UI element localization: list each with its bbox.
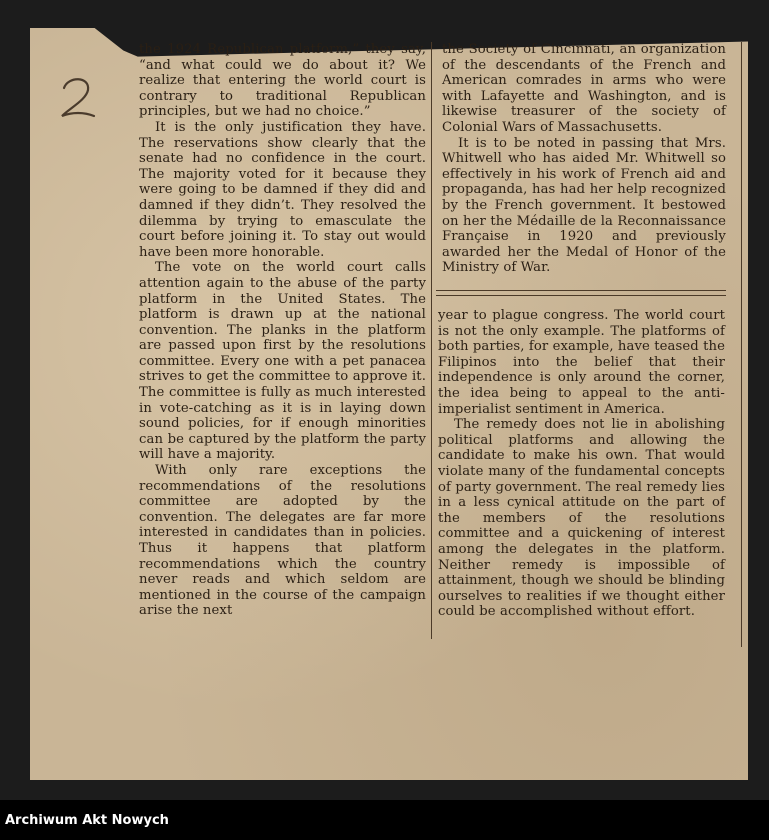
handwritten-page-number [58, 72, 98, 122]
paragraph: The vote on the world court calls attention again to the abuse of the party platform in the United States. The platform is drawn up at the national convention. The planks in the platform are passed upon first by the resolutions committee. Every one with a pet panacea strives to get the committee to approve it. The committee is fully as much interested in vote-catching as it is in laying down sound policies, for if enough minorities can be captured by the platform the party will have a majority. [139, 260, 426, 463]
article-right-top-column [442, 42, 726, 276]
archive-label: Archiwum Akt Nowych [5, 813, 169, 828]
paragraph: the 1924 Republican platform,” they say, “and what could we do about it? We realize that entering the world court is contrary to traditional Republican principles, but we had no choice.” [139, 42, 426, 120]
adjacent-column-edge [741, 42, 748, 647]
paragraph: the Society of Cincinnati, an organization of the descendants of the French and American comrades in arms who were with Lafayette and Washington, and is likewise treasurer of the society of Colonial Wars of Massachusetts. [442, 42, 726, 135]
paragraph: It is to be noted in passing that Mrs. Whitwell who has aided Mr. Whitwell so effectively in his work of French aid and propaganda, has had her help recognized by the French government. It bestowed on her the Médaille de la Reconnaissance Française in 1920 and previously awarded her the Medal of Honor of the Ministry of War. [442, 135, 726, 276]
article-right-bottom-column [438, 308, 725, 620]
article-left-column [139, 42, 426, 619]
column-divider [431, 42, 432, 639]
paragraph: With only rare exceptions the recommendations of the resolutions committee are adopted by the convention. The delegates are far more interested in candidates than in policies. Thus it happens that platform recommendations which the country never reads and which seldom are mentioned in the course of the campaign arise the next [139, 463, 426, 619]
section-divider [436, 295, 726, 296]
paragraph: It is the only justification they have. The reservations show clearly that the senate had no confidence in the court. The majority voted for it because they were going to be damned if they did and damned if they didn’t. They resolved the dilemma by trying to emasculate the court before joining it. To stay out would have been more honorable. [139, 119, 426, 260]
paragraph: year to plague congress. The world court is not the only example. The platforms of both parties, for example, have teased the Filipinos into the belief that their independence is only around the corner, the idea being to appeal to the anti-imperialist sentiment in America. [438, 308, 725, 417]
paragraph: The remedy does not lie in abolishing political platforms and allowing the candidate to make his own. That would violate many of the fundamental concepts of party government. The real remedy lies in a less cynical attitude on the part of the members of the resolutions committee and a quickening of interest among the delegates in the platform. Neither remedy is impossible of attainment, though we should be blinding ourselves to realities if we thought either could be accomplished without effort. [438, 417, 725, 620]
section-divider [436, 290, 726, 291]
